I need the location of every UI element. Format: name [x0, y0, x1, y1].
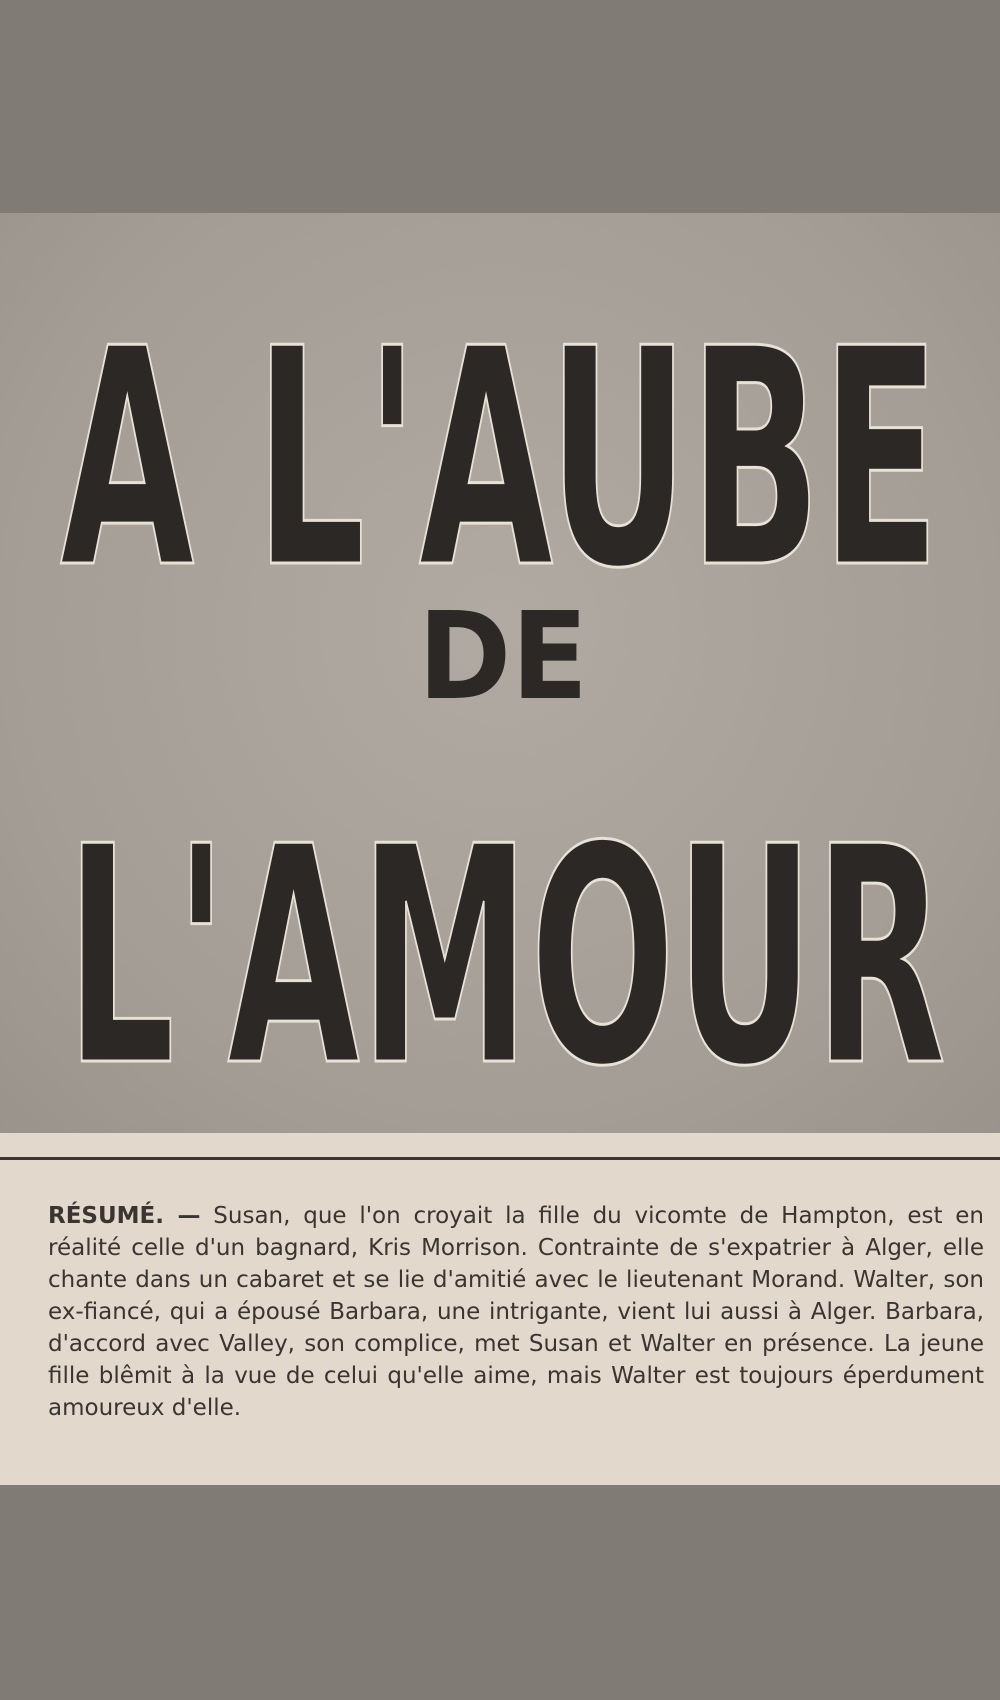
divider-rule	[0, 1157, 1000, 1160]
summary-lead: RÉSUMÉ. —	[48, 1203, 201, 1229]
title-graphic	[0, 213, 1000, 1133]
title-line-3: L'AMOUR	[66, 783, 946, 1132]
summary-text: Susan, que l'on croyait la fille du vicomte de Hampton, est en réalité celle d'un bagnard, Kris Morrison. Contrainte de s'expatrier à Alger, elle chante dans un cabaret et se lie d'amitié avec le lieutenant Morand. Walter, son ex-fiancé, qui a épousé Barbara, une intrigante, vient lui aussi à Alger. Barbara, d'accord avec Valley, son complice, met Susan et Walter en présence. La jeune fille blêmit à la vue de celui qu'elle aime, mais Walter est toujours éperdument amoureux d'elle.	[48, 1203, 985, 1421]
title-line-2: DE	[418, 588, 588, 727]
magazine-page	[0, 213, 1000, 1485]
summary-paragraph	[48, 1200, 984, 1424]
title-line-1: A L'AUBE	[60, 285, 940, 634]
title-panel	[0, 213, 1000, 1133]
